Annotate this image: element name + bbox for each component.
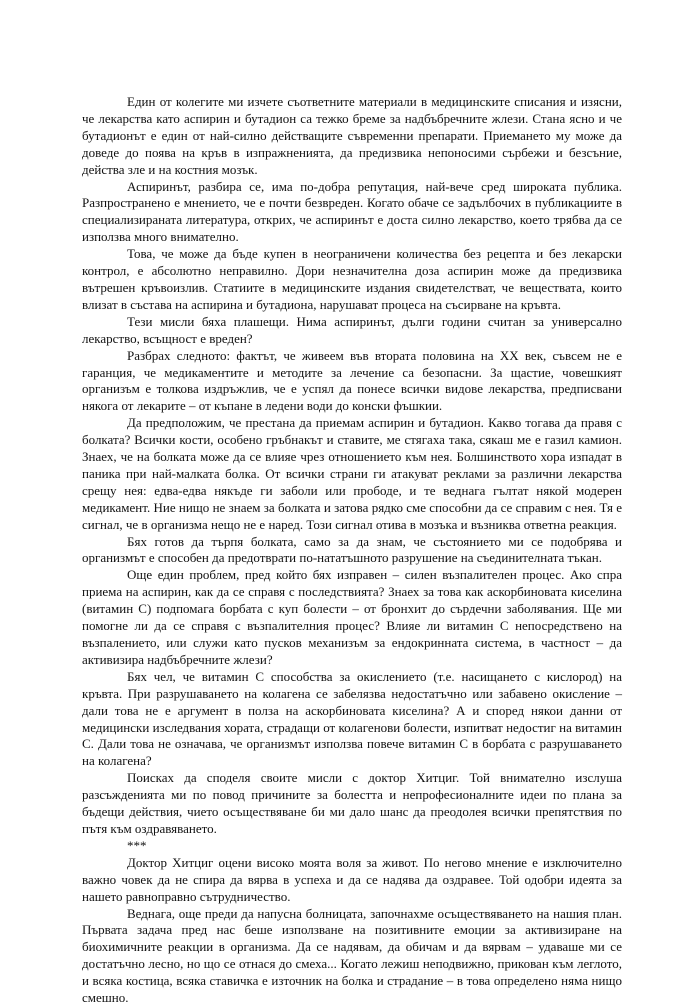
paragraph: Да предположим, че престана да приемам аспирин и бутадион. Какво тогава да правя с болката? Всички кости, особено гръбнакът и ставите, ме стягаха така, сякаш ме е газил камион. Знаех, че на болката може да се влияе чрез отношението към нея. Болшинството хора изпадат в паника при най-малката болка. От всички страни ги атакуват реклами за различни лекарства срещу нея: едва-едва някъде ги заболи или прободе, и те веднага гълтат някой модерен медикамент. Ние нищо не знаем за болката и затова рядко сме способни да се справим с нея. Тя е сигнал, че в организма нещо не е наред. Този сигнал отива в мозъка и възниква ответна реакция. [82, 415, 622, 532]
paragraph: Бях готов да търпя болката, само за да знам, че състоянието ми се подобрява и организмът е способен да предотврати по-нататъшното разрушение на съединителната тъкан. [82, 533, 622, 566]
paragraph: Това, че може да бъде купен в неограничени количества без рецепта и без лекарски контрол, е абсолютно неправилно. Дори незначителна доза аспирин може да предизвика вътрешен кръвоизлив. Статиите в медицинските издания свидетелстват, че веществата, които влизат в състава на аспирина и бутадиона, нарушават процеса на съсирване на кръвта. [82, 246, 622, 312]
document-body [82, 94, 622, 1007]
paragraph: Поисках да споделя своите мисли с доктор Хитциг. Той внимателно изслуша разсъжденията ми по повод причините за болестта и непрофесионалните идеи по плана за бъдещи действия, чието осъществяване би ми дало шанс да преодолея всички препятствия по пътя към оздравяването. [82, 770, 622, 836]
paragraph: Един от колегите ми изчете съответните материали в медицинските списания и изясни, че лекарства като аспирин и бутадион са тежко бреме за надбъбречните жлези. Стана ясно и че бутадионът е един от най-силно действащите съвременни препарати. Приемането му може да доведе до поява на кръв в изпражненията, да предизвика непоносими сърбежи и безсъние, действа зле и на костния мозък. [82, 94, 622, 177]
paragraph: Още един проблем, пред който бях изправен – силен възпалителен процес. Ако спра приема на аспирин, как да се справя с последствията? Знаех за това как аскорбиновата киселина (витамин С) подпомага борбата с куп болести – от бронхит до сърдечни заболявания. Щe ми помогне ли да се справя с възпалителния процес? Влияе ли витамин С непосредствено на възпалението, или служи като пусков механизъм за ендокринната система, в частност – да активизира надбъбречните жлези? [82, 567, 622, 667]
paragraph: Бях чел, че витамин С способства за окислението (т.е. насищането с кислород) на кръвта. При разрушаването на колагена се забелязва недостатъчно или забавено окисление – дали това не е аргумент в полза на аскорбиновата киселина? А и според някои данни от медицински изследвания хората, страдащи от колагенови болести, изпитват недостиг на витамин С. Дали това не означава, че организмът използва повече витамин С в борбата с разрушаването на колагена? [82, 668, 622, 769]
paragraph: Тези мисли бяха плашещи. Нима аспиринът, дълги години считан за универсално лекарство, всъщност е вреден? [82, 313, 622, 346]
paragraph: Разбрах следното: фактът, че живеем във втората половина на XX век, съвсем не е гаранция, че медикаментите и методите за лечение са безопасни. За щастие, човешкият организъм е толкова издръжлив, че е успял да понесе всички видове лекарства, предписвани някога от лекарите – от къпане в ледени води до конски фъшкии. [82, 347, 622, 414]
paragraph: Аспиринът, разбира се, има по-добра репутация, най-вече сред широката публика. Разпространено е мнението, че е почти безвреден. Когато обаче се задълбочих в публикациите в специализираната литература, открих, че аспиринът е доста силно лекарство, което трябва да се използва много внимателно. [82, 178, 622, 245]
section-separator: *** [127, 837, 147, 853]
paragraph: Доктор Хитциг оцени високо моята воля за живот. По негово мнение е изключително важно човек да не спира да вярва в успеха и да се надява да оздравее. Той одобри идеята за нашето равноправно сътрудничество. [82, 854, 622, 904]
paragraph: Веднага, още преди да напусна болницата, започнахме осъществяването на нашия план. Първата задача пред нас беше използване на позитивните емоции за активизиране на биохимичните реакции в организма. Да се надявам, да обичам и да вярвам – удаваше ми се достатъчно лесно, но що се отнася до смеха... Когато лежиш неподвижно, прикован към леглото, и всяка костица, всяка ставичка е източник на болка и страдание – в това определено няма нищо смешно. [82, 905, 622, 1006]
